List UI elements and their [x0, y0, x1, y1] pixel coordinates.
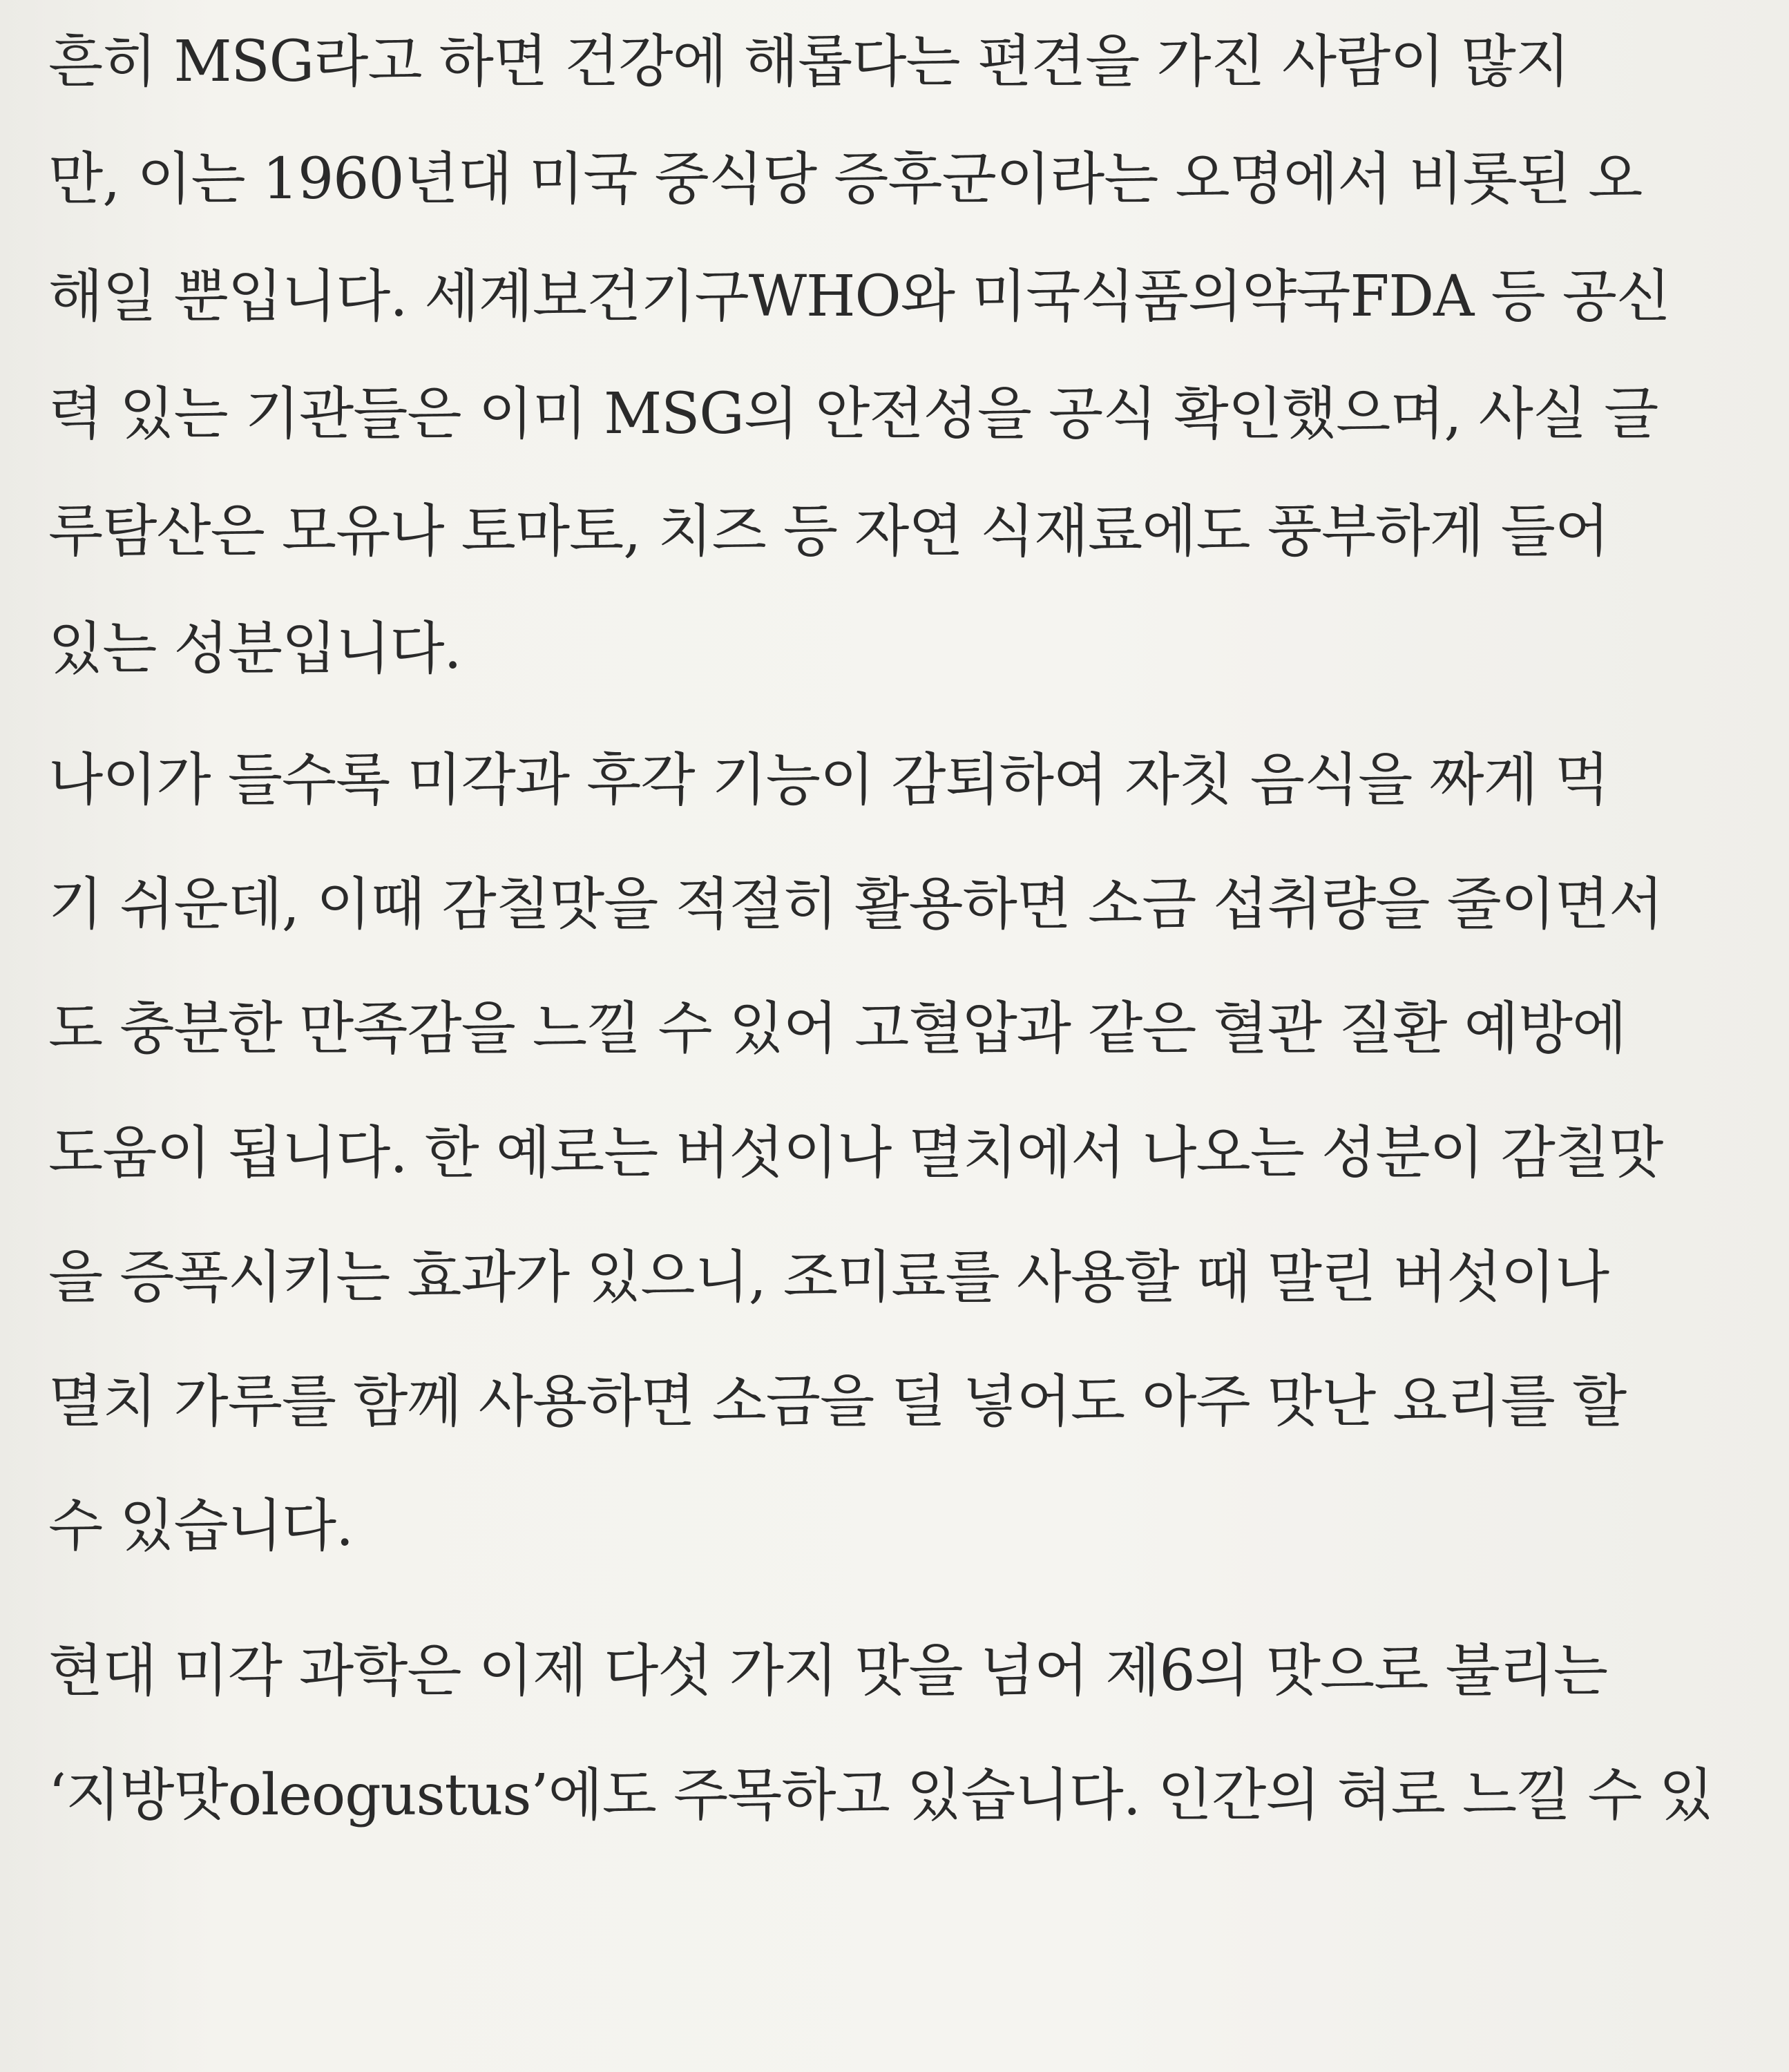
- text-line: 현대 미각 과학은 이제 다섯 가지 맛을 넘어 제6의 맛으로 불리는: [48, 1638, 1608, 1704]
- text-line: 나이가 들수록 미각과 후각 기능이 감퇴하여 자칫 음식을 짜게 먹: [48, 747, 1609, 813]
- text-line: 을 증폭시키는 효과가 있으니, 조미료를 사용할 때 말린 버섯이나: [48, 1245, 1609, 1310]
- text-line: 기 쉬운데, 이때 감칠맛을 적절히 활용하면 소금 섭취량을 줄이면서: [48, 872, 1663, 937]
- text-line: 도움이 됩니다. 한 예로는 버섯이나 멸치에서 나오는 성분이 감칠맛: [48, 1120, 1663, 1186]
- text-line: 만, 이는 1960년대 미국 중식당 증후군이라는 오명에서 비롯된 오: [48, 146, 1643, 212]
- text-line: 해일 뿐입니다. 세계보건기구WHO와 미국식품의약국FDA 등 공신: [48, 264, 1671, 329]
- text-line: 흔히 MSG라고 하면 건강에 해롭다는 편견을 가진 사람이 많지: [48, 29, 1570, 95]
- text-line: 력 있는 기관들은 이미 MSG의 안전성을 공식 확인했으며, 사실 글: [48, 381, 1658, 447]
- text-line: 있는 성분입니다.: [48, 616, 461, 682]
- text-line: 루탐산은 모유나 토마토, 치즈 등 자연 식재료에도 풍부하게 들어: [48, 499, 1609, 564]
- text-line: 도 충분한 만족감을 느낄 수 있어 고혈압과 같은 혈관 질환 예방에: [48, 996, 1627, 1062]
- text-line: ‘지방맛oleogustus’에도 주목하고 있습니다. 인간의 혀로 느낄 수 있: [48, 1763, 1714, 1828]
- text-line: 수 있습니다.: [48, 1493, 354, 1559]
- text-line: 멸치 가루를 함께 사용하면 소금을 덜 넣어도 아주 맛난 요리를 할: [48, 1369, 1627, 1435]
